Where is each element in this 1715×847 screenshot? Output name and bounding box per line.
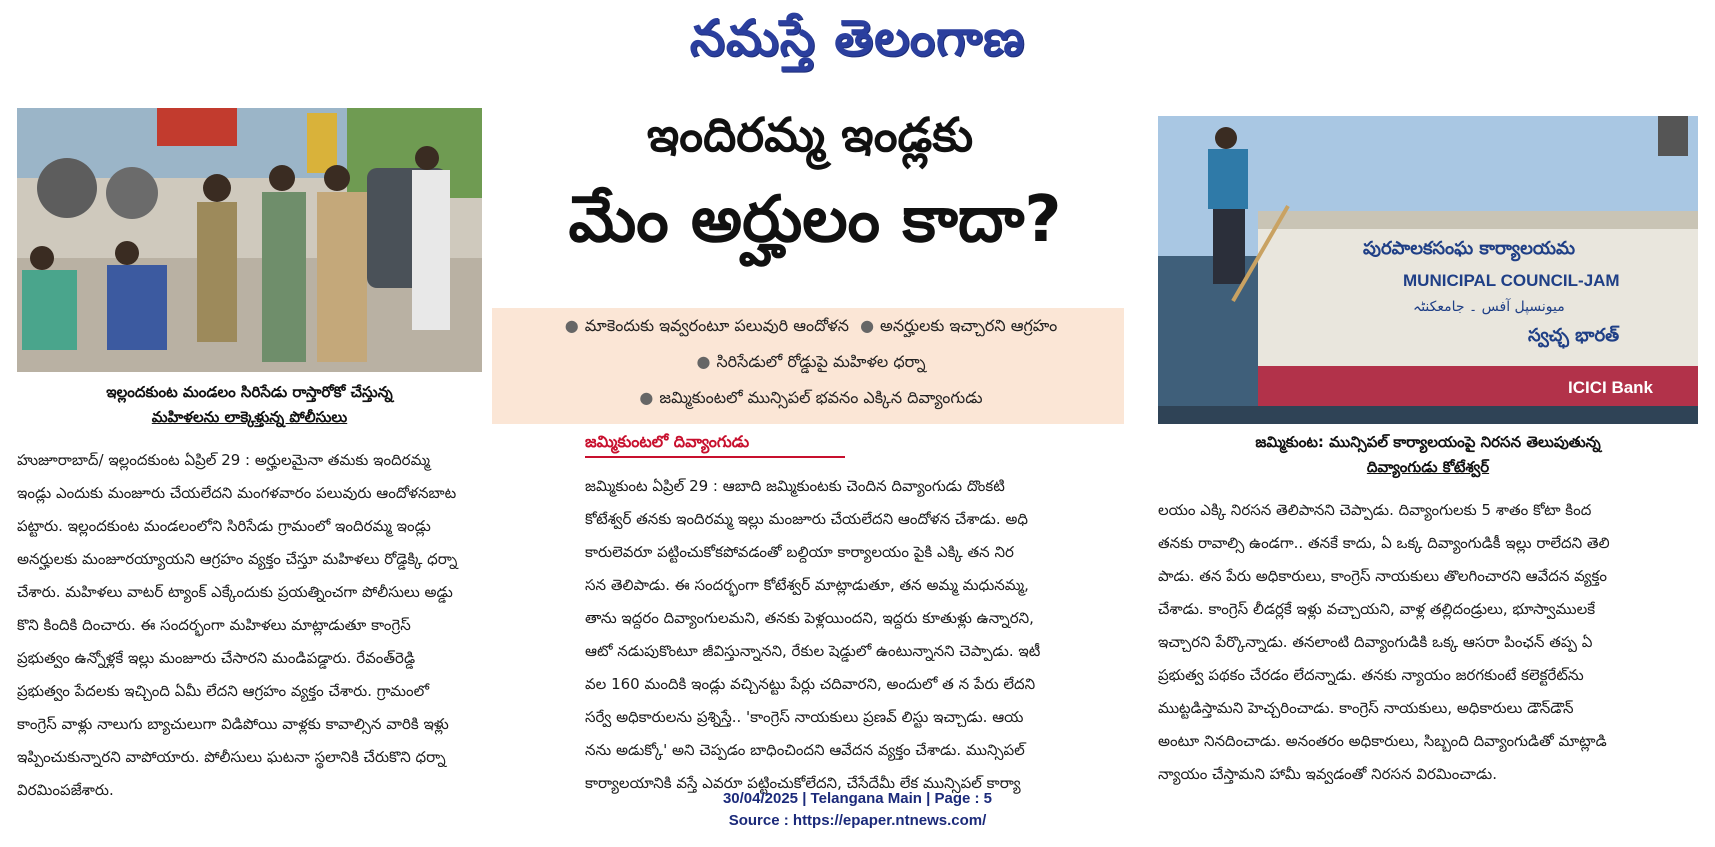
right-column-line: న్యాయం చేస్తామని హామీ ఇవ్వడంతో నిరసన విరమించాడు.	[1158, 765, 1498, 783]
left-column-line: ఇప్పించుకున్నారని వాపోయారు. పోలీసులు ఘటనా స్థలానికి చేరుకొని ధర్నా	[17, 748, 446, 766]
right-column-line: చేశాడు. కాంగ్రెస్ లీడర్లకే ఇళ్లు వచ్చాయని, వాళ్ల తల్లిదండ్రులు, భూస్వాములకే	[1158, 600, 1596, 618]
highlight-item: జమ్మికుంటలో మున్సిపల్ భవనం ఎక్కిన దివ్యాంగుడు	[659, 388, 983, 407]
middle-column-line: తాను ఇద్దరం దివ్యాంగులమని, తనకు పెళ్లయిందని, ఇద్దరు కూతుళ్లు ఉన్నారని,	[585, 609, 1034, 627]
left-column-line: కాంగ్రెస్ వాళ్లు నాలుగు బ్యాచులుగా విడిపోయి వాళ్లకు కావాల్సిన వారికి ఇళ్లు	[17, 715, 449, 733]
headline-line2: మేం అర్హులం కాదా?	[568, 183, 1062, 257]
footer-source: Source : https://epaper.ntnews.com/	[728, 812, 987, 829]
bullet-dot: ●	[564, 316, 579, 335]
left-caption-line1: ఇల్లందకుంట మండలం సిరిసేడు రాస్తారోకో చేస్తున్న	[106, 383, 393, 401]
footer-dateline: 30/04/2025 | Telangana Main | Page : 5	[722, 790, 993, 807]
highlight-item: మాకెందుకు ఇవ్వరంటూ పలువురి ఆందోళన	[584, 316, 849, 335]
right-column-line: ప్రభుత్వ పథకం చేరడం లేదన్నాడు. తనకు న్యాయం జరగకుంటే కలెక్టరేట్‌ను	[1158, 666, 1584, 684]
right-column-line: లయం ఎక్కి నిరసన తెలిపానని చెప్పాడు. దివ్యాంగులకు 5 శాతం కోటా కింద	[1158, 501, 1592, 519]
highlight-item: అనర్హులకు ఇచ్చారని ఆగ్రహం	[880, 316, 1058, 335]
right-photo-caption	[1158, 430, 1698, 480]
left-caption-line2: మహిళలను లాక్కెళ్తున్న పోలీసులు	[151, 408, 348, 426]
left-column	[17, 444, 562, 807]
highlight-item: సిరిసేడులో రోడ్డుపై మహిళల ధర్నా	[716, 352, 926, 371]
right-column-line: ఇచ్చారని పేర్కొన్నాడు. తనలాంటి దివ్యాంగుడికి ఒక్క ఆసరా పింఛన్ తప్ప ఏ	[1158, 633, 1593, 651]
right-column-line: అంటూ నినదించాడు. అనంతరం అధికారులు, సిబ్బంది దివ్యాంగుడితో మాట్లాడి	[1158, 732, 1607, 750]
right-column-line: తనకు రావాల్సి ఉండగా.. తనకే కాదు, ఏ ఒక్క దివ్యాంగుడికీ ఇల్లు రాలేదని తెలి	[1158, 534, 1610, 552]
middle-column-line: సన తెలిపాడు. ఈ సందర్భంగా కోటేశ్వర్ మాట్లాడుతూ, తన అమ్మ మధునమ్మ,	[585, 576, 1029, 594]
subhead-underline	[585, 456, 845, 458]
left-column-line: అనర్హులకు మంజూరయ్యాయని ఆగ్రహం వ్యక్తం చేస్తూ మహిళలు రోడ్డెక్కి ధర్నా	[17, 550, 458, 568]
sign-english: MUNICIPAL COUNCIL-JAM	[1403, 271, 1620, 290]
sign-swachh: స్వచ్ఛ భారత్	[1528, 325, 1620, 346]
right-column-line: పాడు. తన పేరు అధికారులు, కాంగ్రెస్ నాయకులు తొలగించారని ఆవేదన వ్యక్తం	[1158, 567, 1607, 585]
highlights-box	[492, 308, 1124, 424]
headline-line1: ఇందిరమ్మ ఇండ్లకు	[646, 108, 974, 163]
middle-column-line: కోటేశ్వర్ తనకు ఇందిరమ్మ ఇల్లు మంజూరు చేయలేదని ఆందోళన చేశాడు. అధి	[585, 510, 1028, 528]
middle-column-line: కారులెవరూ పట్టించుకోకపోవడంతో బల్దియా కార్యాలయం పైకి ఎక్కి తన నిర	[585, 543, 1014, 561]
bullet-dot: ●	[696, 352, 711, 371]
middle-column-line: కార్యాలయానికి వస్తే ఎవరూ పట్టించుకోలేదని, చేసేదేమీ లేక మున్సిపల్ కార్యా	[585, 774, 1021, 792]
left-column-line: హుజూరాబాద్/ ఇల్లందకుంట ఏప్రిల్ 29 : అర్హులమైనా తమకు ఇందిరమ్మ	[17, 451, 430, 469]
left-column-line: ఇండ్లు ఎందుకు మంజూరు చేయలేదని మంగళవారం పలువురు ఆందోళనబాట	[17, 484, 457, 502]
left-column-line: పట్టారు. ఇల్లందకుంట మండలంలోని సిరిసేడు గ్రామంలో ఇందిరమ్మ ఇండ్లు	[17, 517, 431, 535]
left-column-line: విరమింపజేశారు.	[17, 781, 114, 799]
left-column-line: చేశారు. మహిళలు వాటర్ ట్యాంక్ ఎక్కేందుకు ప్రయత్నించగా పోలీసులు అడ్డు	[17, 583, 453, 601]
bullet-dot: ●	[860, 316, 875, 335]
sign-telugu: పురపాలకసంఘ కార్యాలయమ	[1363, 238, 1576, 259]
middle-column	[585, 470, 1130, 800]
middle-column-line: జమ్మికుంట ఏప్రిల్ 29 : ఆబాది జమ్మికుంటకు చెందిన దివ్యాంగుడు దొంకటి	[585, 477, 1005, 495]
subhead: జమ్మికుంటలో దివ్యాంగుడు	[585, 432, 750, 451]
right-caption-line1: జమ్మికుంట: మున్సిపల్ కార్యాలయంపై నిరసన తెలుపుతున్న	[1255, 433, 1601, 451]
bullet-dot: ●	[639, 388, 654, 407]
middle-column-line: వల 160 మందికి ఇండ్లు వచ్చినట్టు పేర్లు చదివారని, అందులో త న పేరు లేదని	[585, 675, 1036, 693]
left-column-line: ప్రభుత్వం పేదలకు ఇచ్చింది ఏమీ లేదని ఆగ్రహం వ్యక్తం చేశారు. గ్రామంలో	[17, 682, 430, 700]
left-column-line: కొని కిందికి దించారు. ఈ సందర్భంగా మహిళలు మాట్లాడుతూ కాంగ్రెస్	[17, 616, 411, 634]
left-photo	[17, 108, 482, 372]
right-photo	[1158, 116, 1698, 424]
left-column-line: ప్రభుత్వం ఉన్నోళ్లకే ఇల్లు మంజూరు చేసారని మండిపడ్డారు. రేవంత్‌రెడ్డి	[17, 649, 416, 667]
middle-column-line: సర్వే అధికారులను ప్రశ్నిస్తే.. 'కాంగ్రెస్ నాయకులు ప్రణవ్ లిస్టు ఇచ్చాడు. ఆయ	[585, 708, 1024, 726]
middle-column-line: ఆటో నడుపుకొంటూ జీవిస్తున్నానని, రేకుల షెడ్డులో ఉంటున్నానని చెప్పాడు. ఇటీ	[585, 642, 1041, 660]
sign-urdu: میونسپل آفس ۔ جامعکنٹہ	[1413, 299, 1565, 315]
sign-bank: ICICI Bank	[1568, 378, 1654, 397]
middle-column-line: నను అడుక్కో' అని చెప్పడం బాధించిందని ఆవేదన వ్యక్తం చేశాడు. మున్సిపల్	[585, 741, 1025, 759]
right-caption-line2: దివ్యాంగుడు కోటేశ్వర్	[1366, 458, 1490, 476]
right-column	[1158, 494, 1698, 791]
right-column-line: ముట్టడిస్తామని హెచ్చరించాడు. కాంగ్రెస్ నాయకులు, అధికారులు డౌన్‌డౌన్	[1158, 699, 1574, 717]
masthead: నమస్తే తెలంగాణ	[689, 8, 1026, 67]
left-photo-caption	[17, 380, 482, 430]
